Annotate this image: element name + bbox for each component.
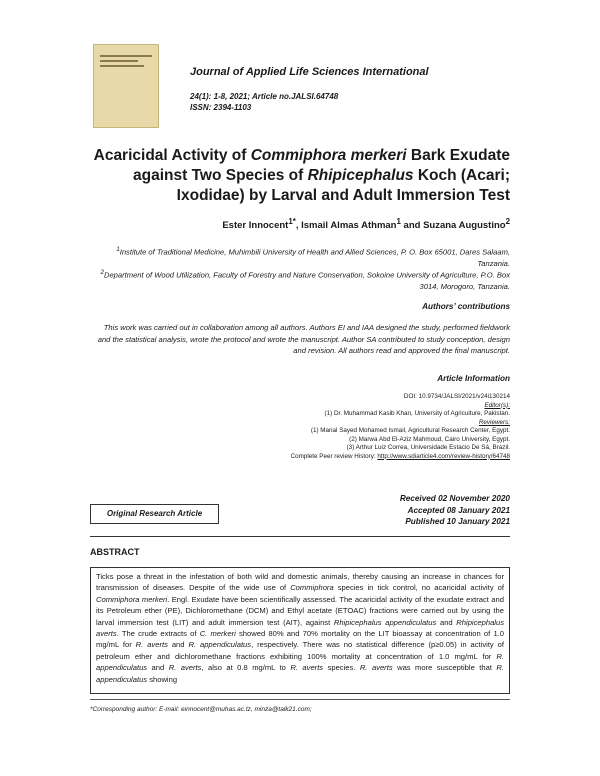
review-history-link[interactable]: http://www.sdiarticle4.com/review-history/64748 xyxy=(377,452,510,460)
abstract-text: Ticks pose a threat in the infestation of both wild and domestic animals, thereby causing an increase in chances for transmission of diseases. Despite of the wide use of Commiphora species in tick control, no acaricidal activity of Commiphora merkeri. Engl. Exudate have been scientifically assessed. The acaricidal activity of the exudate extract and its Petroleum ether (PE), Dichloromethane (DCM) and Ethyl acetate (ETOAC) fractions were carried out by using the larval immersion test (LIT) and adult immersion test (AIT), against Rhipicephalus appendiculatus and Rhipicephalus averts. The crude extracts of C. merkeri showed 80% and 70% mortality on the LIT bioassay at concentration of 1.0 mg/mL for R. averts and R. appendiculatus, respectively. There was no statistical difference (p≥0.05) in activity of petroleum ether and dichloromethane fractions exhibiting 100% mortality at concentration of 1.0 mg/mL for R. appendiculatus and R. averts, also at 0.8 mg/mL to R. averts species. R. averts was more susceptible that R. appendiculatus showing xyxy=(96,572,505,684)
affiliation-1: $^1$Institute of Traditional Medicine, Muhimbili University of Health and Allied Sciences, P. O. Box 65001, Dares Salaam, Tanzania. xyxy=(116,246,510,269)
doi: DOI: 10.9734/JALSI/2021/v24i130214 xyxy=(403,393,510,400)
reviewer-2: (2) Marwa Abd El-Aziz Mahmoud, Cairo University, Egypt. xyxy=(349,435,510,443)
journal-cover-thumbnail xyxy=(93,44,159,128)
contributions-text: This work was carried out in collaboration among all authors. Authors EI and IAA designed the study, performed fieldwork and the statistical analysis, wrote the protocol and wrote the manuscript. Author SA contributed to study conception, design and revision. All authors read and approved the final manuscript. xyxy=(97,323,510,355)
paper-title: Acaricidal Activity of Commiphora merkeri Bark Exudate against Two Species of Rhipicephalus Koch (Acari; Ixodidae) by Larval and Adult Immersion Test xyxy=(93,147,510,204)
journal-volume: 24(1): 1-8, 2021; Article no.JALSI.64748 xyxy=(190,92,339,101)
footnote-divider xyxy=(90,699,510,700)
article-information xyxy=(200,393,510,461)
reviewer-3: (3) Arthur Luiz Correa, Universidade Estacio De Sá, Brazil. xyxy=(346,444,510,451)
contributions-heading: Authors’ contributions xyxy=(422,302,510,311)
publication-dates xyxy=(300,493,510,528)
divider xyxy=(90,536,510,537)
editor: (1) Dr. Muhammad Kasib Khan, University of Agriculture, Pakistan. xyxy=(324,410,510,417)
abstract-heading: ABSTRACT xyxy=(90,547,140,557)
article-type-box: Original Research Article xyxy=(90,504,219,524)
journal-name: Journal of Applied Life Sciences International xyxy=(190,66,429,78)
journal-issn: ISSN: 2394-1103 xyxy=(190,103,252,112)
reviewer-1: (1) Manal Sayed Mohamed Ismail, Agricultural Research Center, Egypt. xyxy=(310,427,510,434)
reviewers-label: Reviewers: xyxy=(478,418,510,426)
article-info-heading: Article Information xyxy=(437,374,510,383)
affiliation-2: $^2$Department of Wood Utilization, Faculty of Forestry and Nature Conservation, Sokoine University of Agriculture, P.O. Box 3014, Morogoro, Tanzania. xyxy=(100,269,510,292)
accepted-date: Accepted 08 January 2021 xyxy=(407,505,510,515)
corresponding-author: *Corresponding author: E-mail: einnocent@muhas.ac.tz, minza@talk21.com; xyxy=(90,706,312,713)
received-date: Received 02 November 2020 xyxy=(399,494,510,503)
editor-label: Editor(s): xyxy=(484,401,510,409)
abstract-box xyxy=(90,567,510,694)
review-history: Complete Peer review History: http://www.sdiarticle4.com/review-history/64748 xyxy=(290,452,510,460)
published-date: Published 10 January 2021 xyxy=(405,517,510,526)
author-list: Ester Innocent$^{1*}$, Ismail Almas Athman$^1$ and Suzana Augustino$^2$ xyxy=(222,217,510,232)
